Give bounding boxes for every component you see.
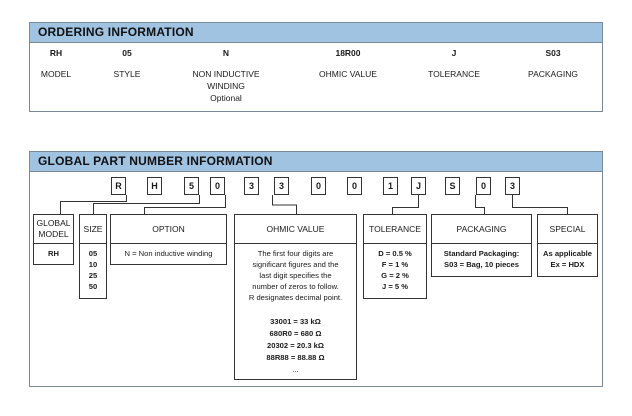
tolerance-value: D = 0.5 % — [378, 249, 412, 258]
global-part-number-title: GLOBAL PART NUMBER INFORMATION — [30, 152, 602, 172]
ohmic-value-head: OHMIC VALUE — [235, 215, 356, 244]
global-model-head-line2: MODEL — [38, 229, 69, 239]
special-line: As applicable — [543, 249, 592, 258]
ohmic-example: 680R0 = 680 Ω — [269, 329, 322, 338]
size-box — [79, 214, 107, 299]
ordering-label-line3: Optional — [210, 93, 242, 103]
size-value: 05 — [88, 249, 98, 258]
part-box: 1 — [383, 177, 398, 195]
ohmic-desc-line: number of zeros to follow. — [252, 282, 339, 291]
ordering-code: S03 — [545, 48, 561, 58]
ordering-label-line2: WINDING — [207, 81, 245, 91]
part-box: J — [411, 177, 426, 195]
ordering-label: PACKAGING — [528, 69, 578, 79]
option-head: OPTION — [111, 215, 226, 244]
ohmic-value-description — [235, 248, 356, 303]
tolerance-value: J = 5 % — [382, 282, 408, 291]
connector-special — [513, 195, 568, 214]
packaging-line: Standard Packaging: — [443, 249, 520, 258]
connector-size — [94, 195, 200, 214]
size-value: 25 — [88, 271, 98, 280]
tolerance-head: TOLERANCE — [364, 215, 426, 244]
part-box: 0 — [347, 177, 362, 195]
option-text: N = Non inductive winding — [124, 249, 213, 258]
part-box: 0 — [476, 177, 491, 195]
tolerance-value: F = 1 % — [381, 260, 409, 269]
tolerance-value: G = 2 % — [381, 271, 409, 280]
global-model-head — [34, 215, 73, 244]
global-model-box — [33, 214, 74, 265]
part-box: 0 — [210, 177, 225, 195]
special-line: Ex = HDX — [550, 260, 585, 269]
ohmic-example: 33001 = 33 kΩ — [270, 317, 321, 326]
option-box — [110, 214, 227, 265]
part-box: 0 — [311, 177, 326, 195]
tolerance-box — [363, 214, 427, 299]
ordering-code: J — [451, 48, 457, 58]
connector-option — [145, 195, 226, 214]
ordering-code: N — [222, 48, 230, 58]
part-box: R — [111, 177, 126, 195]
size-head: SIZE — [80, 215, 106, 244]
part-box: S — [445, 177, 460, 195]
part-box: 5 — [184, 177, 199, 195]
part-box: 3 — [274, 177, 289, 195]
global-model-value: RH — [48, 249, 59, 258]
ordering-code: RH — [49, 48, 63, 58]
packaging-text — [432, 248, 531, 270]
connector-tolerance — [393, 195, 419, 214]
part-box: H — [147, 177, 162, 195]
tolerance-values — [364, 248, 426, 292]
connector-packaging — [476, 195, 485, 214]
ohmic-desc-line: last digit specifies the — [259, 271, 332, 280]
packaging-box — [431, 214, 532, 277]
ordering-code: 05 — [122, 48, 132, 58]
part-box: 3 — [505, 177, 520, 195]
ordering-label: NON INDUCTIVE — [192, 69, 260, 79]
size-values — [80, 248, 106, 292]
ordering-label: TOLERANCE — [428, 69, 480, 79]
special-text — [538, 248, 597, 270]
special-head: SPECIAL — [538, 215, 597, 244]
ohmic-desc-line: The first four digits are — [257, 249, 334, 258]
part-box: 3 — [244, 177, 259, 195]
ordering-code: 18R00 — [335, 48, 361, 58]
size-value: 50 — [88, 282, 98, 291]
ordering-label: OHMIC VALUE — [319, 69, 377, 79]
ordering-label: MODEL — [40, 69, 72, 79]
ohmic-example: 20302 = 20.3 kΩ — [267, 341, 324, 350]
global-model-head-line1: GLOBAL — [36, 218, 71, 228]
ohmic-value-box — [234, 214, 357, 380]
packaging-line: S03 = Bag, 10 pieces — [444, 260, 519, 269]
packaging-head: PACKAGING — [432, 215, 531, 244]
ohmic-example: ... — [292, 365, 299, 374]
ohmic-desc-line: significant figures and the — [252, 260, 339, 269]
ohmic-desc-line: R designates decimal point. — [248, 293, 343, 302]
special-box — [537, 214, 598, 277]
ordering-label: STYLE — [113, 69, 141, 79]
ordering-information-title: ORDERING INFORMATION — [30, 23, 602, 43]
ohmic-value-examples — [235, 316, 356, 376]
connector-ohmic — [273, 195, 297, 214]
ohmic-example: 88R88 = 88.88 Ω — [266, 353, 325, 362]
size-value: 10 — [88, 260, 98, 269]
